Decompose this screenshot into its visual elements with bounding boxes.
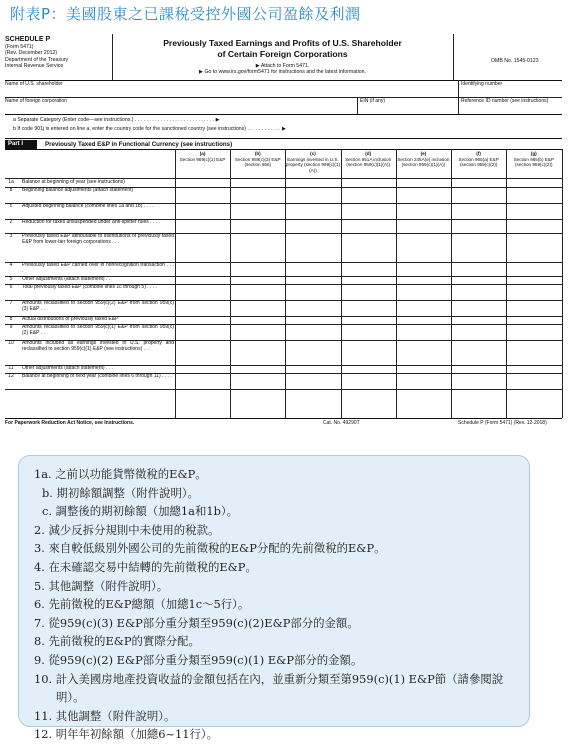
entry-cell[interactable] [506, 300, 561, 316]
row-number: 6 [9, 284, 13, 290]
row-description: Total previously taxed E&P (combine lines 1c through 5) . . . . [22, 284, 157, 290]
entry-cell[interactable] [451, 219, 506, 233]
row-description: Beginning balance adjustments (attach statement) [22, 187, 134, 193]
entry-cell[interactable] [230, 300, 285, 316]
note-item: 5. 其他調整（附件說明）。 [34, 578, 169, 593]
entry-cell[interactable] [451, 276, 506, 284]
entry-cell[interactable] [396, 219, 451, 233]
omb-number: OMB No. 1545-0123 [491, 58, 539, 64]
entry-cell[interactable] [451, 262, 506, 276]
row-description: Previously taxed E&P carried over in nonrecognition transaction . . . . [22, 262, 174, 274]
entry-cell[interactable] [341, 324, 396, 340]
entry-cell[interactable] [341, 373, 396, 389]
reference-id-label: Reference ID number (see instructions) [461, 98, 549, 104]
column-text: Section 245A(e) inclusion (section 959(c)(1)(A)) [397, 156, 450, 167]
country-code-line: b If code 901j is entered on line a, enter the country code for the sanctioned country (see instructions) . . . . . . . . . . . . ▶ [13, 126, 287, 132]
entry-cell[interactable] [230, 179, 285, 187]
entry-cell[interactable] [396, 262, 451, 276]
entry-cell[interactable] [285, 179, 340, 187]
note-item: 8. 先前徵稅的E&P的實際分配。 [34, 634, 200, 649]
entry-cell[interactable] [506, 233, 561, 262]
entry-cell[interactable] [506, 373, 561, 389]
footer-cat-number: Cat. No. 49290T [323, 420, 360, 426]
note-item: 2. 減少反拆分規則中未使用的稅款。 [34, 522, 220, 537]
entry-cell[interactable] [285, 276, 340, 284]
row-number: b [9, 187, 13, 193]
entry-cell[interactable] [230, 203, 285, 219]
foreign-corp-name-label: Name of foreign corporation [5, 98, 67, 104]
entry-cell[interactable] [230, 373, 285, 389]
irs-form-schedule-p [5, 28, 562, 432]
entry-cell[interactable] [396, 179, 451, 187]
entry-cell[interactable] [341, 340, 396, 365]
row-description: Balance at beginning of next year (combine lines 6 through 11) . . . . [22, 373, 172, 379]
entry-cell[interactable] [396, 373, 451, 389]
note-item: 10. 計入美國房地產投資收益的金額包括在內，並重新分類至第959(c)(1) E&P節（請參閱說明）。 [34, 671, 504, 705]
entry-cell[interactable] [341, 316, 396, 324]
part-1-header [5, 140, 562, 149]
row-description: Balance at beginning of year (see instructions) [22, 179, 125, 185]
row-description: Other adjustments (attach statement) . . [22, 276, 111, 282]
entry-cell[interactable] [175, 233, 230, 262]
column-letter: (d) [365, 151, 372, 156]
entry-cell[interactable] [451, 300, 506, 316]
instructions-link[interactable]: ▶ Go to www.irs.gov/form5471 for instructions and the latest information. [199, 69, 366, 76]
entry-cell[interactable] [341, 300, 396, 316]
column-header [506, 151, 561, 168]
entry-cell[interactable] [230, 262, 285, 276]
entry-cell[interactable] [451, 179, 506, 187]
row-number: 9 [9, 324, 13, 330]
entry-cell[interactable] [506, 284, 561, 300]
form-revision: (Rev. December 2012) [5, 50, 58, 57]
entry-cell[interactable] [175, 219, 230, 233]
entry-cell[interactable] [175, 316, 230, 324]
note-item: b. 期初餘額調整（附件說明）。 [42, 485, 199, 500]
column-letter: (g) [530, 151, 537, 156]
row-number: 2 [9, 219, 13, 225]
entry-cell[interactable] [175, 300, 230, 316]
entry-cell[interactable] [230, 284, 285, 300]
column-letter: (a) [199, 151, 206, 156]
entry-cell[interactable] [230, 340, 285, 365]
entry-cell[interactable] [175, 276, 230, 284]
row-description: Amounts included as earnings invested in U.S. property and reclassified to section 959(c)(1) E&P (see instructions) . . . [22, 340, 174, 352]
entry-cell[interactable] [451, 187, 506, 203]
column-letter: (b) [254, 151, 261, 156]
footer-paperwork-notice: For Paperwork Reduction Act Notice, see Instructions. [5, 420, 135, 426]
entry-cell[interactable] [285, 340, 340, 365]
note-item: 3. 來自較低級別外國公司的先前徵稅的E&P分配的先前徵稅的E&P。 [34, 541, 386, 556]
entry-cell[interactable] [451, 365, 506, 373]
entry-cell[interactable] [451, 324, 506, 340]
note-item: 9. 從959(c)(2) E&P部分重分類至959(c)(1) E&P部分的金額。 [34, 652, 363, 667]
page-heading: 附表P：美國股東之已課稅受控外國公司盈餘及利潤 [10, 5, 361, 23]
row-number: 7 [9, 300, 13, 306]
entry-cell[interactable] [506, 324, 561, 340]
schedule-label-block [5, 36, 110, 69]
entry-cell[interactable] [285, 187, 340, 203]
column-text: Section 959(c)(1) E&P [179, 156, 226, 162]
entry-cell[interactable] [175, 187, 230, 203]
row-number: 4 [9, 262, 13, 268]
entry-cell[interactable] [396, 233, 451, 262]
irs-label: Internal Revenue Service [5, 62, 64, 69]
translation-notes-list [34, 465, 524, 744]
row-number: 12 [8, 373, 14, 379]
column-header [451, 151, 506, 168]
row-number: 1a [8, 179, 14, 185]
entry-cell[interactable] [451, 373, 506, 389]
entry-cell[interactable] [230, 365, 285, 373]
entry-cell[interactable] [451, 316, 506, 324]
entry-cell[interactable] [175, 262, 230, 276]
entry-cell[interactable] [451, 284, 506, 300]
row-description: Previously taxed E&P attributable to distributions of previously taxed E&P from lower-tier foreign corporations . . . [22, 233, 174, 245]
entry-cell[interactable] [175, 324, 230, 340]
separate-category-line: a Separate Category (Enter code—see instructions.) . . . . . . . . . . . . . . . . . . . . . . . . . . . . ▶ [13, 117, 220, 123]
column-header [175, 151, 230, 162]
entry-cell[interactable] [396, 340, 451, 365]
row-description: Actual distributions of previously taxed E&P [22, 316, 119, 322]
entry-cell[interactable] [175, 203, 230, 219]
row-number: 5 [9, 276, 13, 282]
entry-cell[interactable] [506, 179, 561, 187]
schedule-label: SCHEDULE P [5, 36, 51, 43]
entry-cell[interactable] [175, 365, 230, 373]
entry-cell[interactable] [506, 365, 561, 373]
translation-notes-box [18, 455, 530, 742]
column-letter: (e) [420, 151, 427, 156]
entry-cell[interactable] [285, 233, 340, 262]
column-header [230, 151, 285, 168]
entry-cell[interactable] [506, 219, 561, 233]
identifying-number-label: Identifying number [461, 81, 503, 87]
entry-cell[interactable] [175, 340, 230, 365]
entry-cell[interactable] [285, 203, 340, 219]
form-title [115, 38, 450, 59]
column-header [341, 151, 396, 168]
entry-cell[interactable] [285, 324, 340, 340]
entry-cell[interactable] [341, 262, 396, 276]
form-title-line1: Previously Taxed Earnings and Profits of U.S. Shareholder [163, 38, 402, 48]
note-item: 1a. 之前以功能貨幣徵稅的E&P。 [34, 467, 207, 481]
column-text: Section 959(c)(2) E&P (section 956) [234, 156, 281, 167]
row-number: 11 [8, 365, 14, 371]
entry-cell[interactable] [285, 262, 340, 276]
entry-cell[interactable] [506, 187, 561, 203]
entry-cell[interactable] [285, 373, 340, 389]
entry-cell[interactable] [506, 276, 561, 284]
form-title-line2: of Certain Foreign Corporations [217, 48, 348, 59]
entry-cell[interactable] [341, 233, 396, 262]
entry-cell[interactable] [285, 365, 340, 373]
ein-label: EIN (if any) [360, 98, 386, 104]
entry-cell[interactable] [341, 219, 396, 233]
row-description: Other adjustments (attach statement) . . . [22, 365, 113, 371]
row-number: c [9, 203, 13, 209]
column-text: Earnings invested in U.S. property (section 959(c)(1)(A)) [285, 156, 341, 173]
entry-cell[interactable] [175, 373, 230, 389]
entry-cell[interactable] [285, 219, 340, 233]
entry-cell[interactable] [396, 365, 451, 373]
row-description: Amounts reclassified to section 959(c)(2) E&P from section 959(c)(3) E&P . . [22, 300, 174, 312]
note-item: c. 調整後的期初餘額（加總1a和1b）。 [42, 504, 238, 519]
entry-cell[interactable] [341, 276, 396, 284]
part-1-title: Previously Taxed E&P in Functional Currency (see instructions) [45, 141, 233, 148]
column-header [285, 151, 340, 173]
form-attach-instructions [115, 63, 450, 75]
entry-cell[interactable] [396, 316, 451, 324]
entry-cell[interactable] [230, 324, 285, 340]
entry-cell[interactable] [285, 284, 340, 300]
column-text: Section 965(b) E&P (section 959(c)(2)) [513, 156, 554, 167]
row-description: Adjusted beginning balance (combine lines 1a and 1b) . . . . [22, 203, 154, 209]
note-item: 7. 從959(c)(3) E&P部分重分類至959(c)(2)E&P部分的金額。 [34, 615, 359, 630]
part-1-label: Part I [5, 140, 37, 149]
entry-cell[interactable] [396, 300, 451, 316]
entry-cell[interactable] [506, 262, 561, 276]
entry-cell[interactable] [230, 187, 285, 203]
row-number: 3 [9, 233, 13, 239]
column-letter: (f) [476, 151, 481, 156]
footer-form-revision: Schedule P (Form 5471) (Rev. 12-2018) [458, 420, 547, 426]
column-text: Section 965(a) E&P (section 959(c)(2)) [458, 156, 499, 167]
shareholder-name-label: Name of U.S. shareholder [5, 81, 63, 87]
row-description: Amounts reclassified to section 959(c)(1) E&P from section 959(c)(2) E&P . . [22, 324, 174, 336]
attach-text: ▶ Attach to Form 5471. [255, 63, 310, 69]
entry-cell[interactable] [230, 276, 285, 284]
entry-cell[interactable] [396, 324, 451, 340]
entry-cell[interactable] [396, 187, 451, 203]
note-item: 11. 其他調整（附件說明）。 [34, 708, 176, 723]
entry-cell[interactable] [451, 340, 506, 365]
entry-cell[interactable] [506, 316, 561, 324]
entry-cell[interactable] [230, 316, 285, 324]
form-number: (Form 5471) [5, 44, 34, 51]
column-text: Section 951A inclusion (section 959(c)(1)(A)) [345, 156, 392, 167]
entry-cell[interactable] [451, 233, 506, 262]
entry-cell[interactable] [506, 203, 561, 219]
note-item: 12. 明年年初餘額（加總6~11行）。 [34, 727, 219, 742]
entry-cell[interactable] [396, 203, 451, 219]
entry-cell[interactable] [341, 179, 396, 187]
entry-cell[interactable] [396, 276, 451, 284]
entry-cell[interactable] [285, 300, 340, 316]
department-label: Department of the Treasury [5, 56, 69, 63]
entry-cell[interactable] [175, 284, 230, 300]
column-letter: (c) [310, 151, 316, 156]
row-description: Reduction for taxes unsuspended under anti-splitter rules . . . . [22, 219, 160, 225]
note-item: 6. 先前徵稅的E&P總額（加總1c～5行）。 [34, 597, 250, 612]
entry-cell[interactable] [451, 203, 506, 219]
entry-cell[interactable] [175, 179, 230, 187]
entry-cell[interactable] [506, 340, 561, 365]
row-number: 10 [8, 340, 14, 346]
entry-cell[interactable] [230, 233, 285, 262]
entry-cell[interactable] [341, 284, 396, 300]
note-item: 4. 在未確認交易中結轉的先前徵稅的E&P。 [34, 559, 257, 574]
entry-cell[interactable] [230, 219, 285, 233]
row-number: 8 [9, 316, 13, 322]
entry-cell[interactable] [285, 316, 340, 324]
entry-cell[interactable] [341, 203, 396, 219]
column-header [396, 151, 451, 168]
entry-cell[interactable] [341, 187, 396, 203]
entry-cell[interactable] [341, 365, 396, 373]
entry-cell[interactable] [396, 284, 451, 300]
